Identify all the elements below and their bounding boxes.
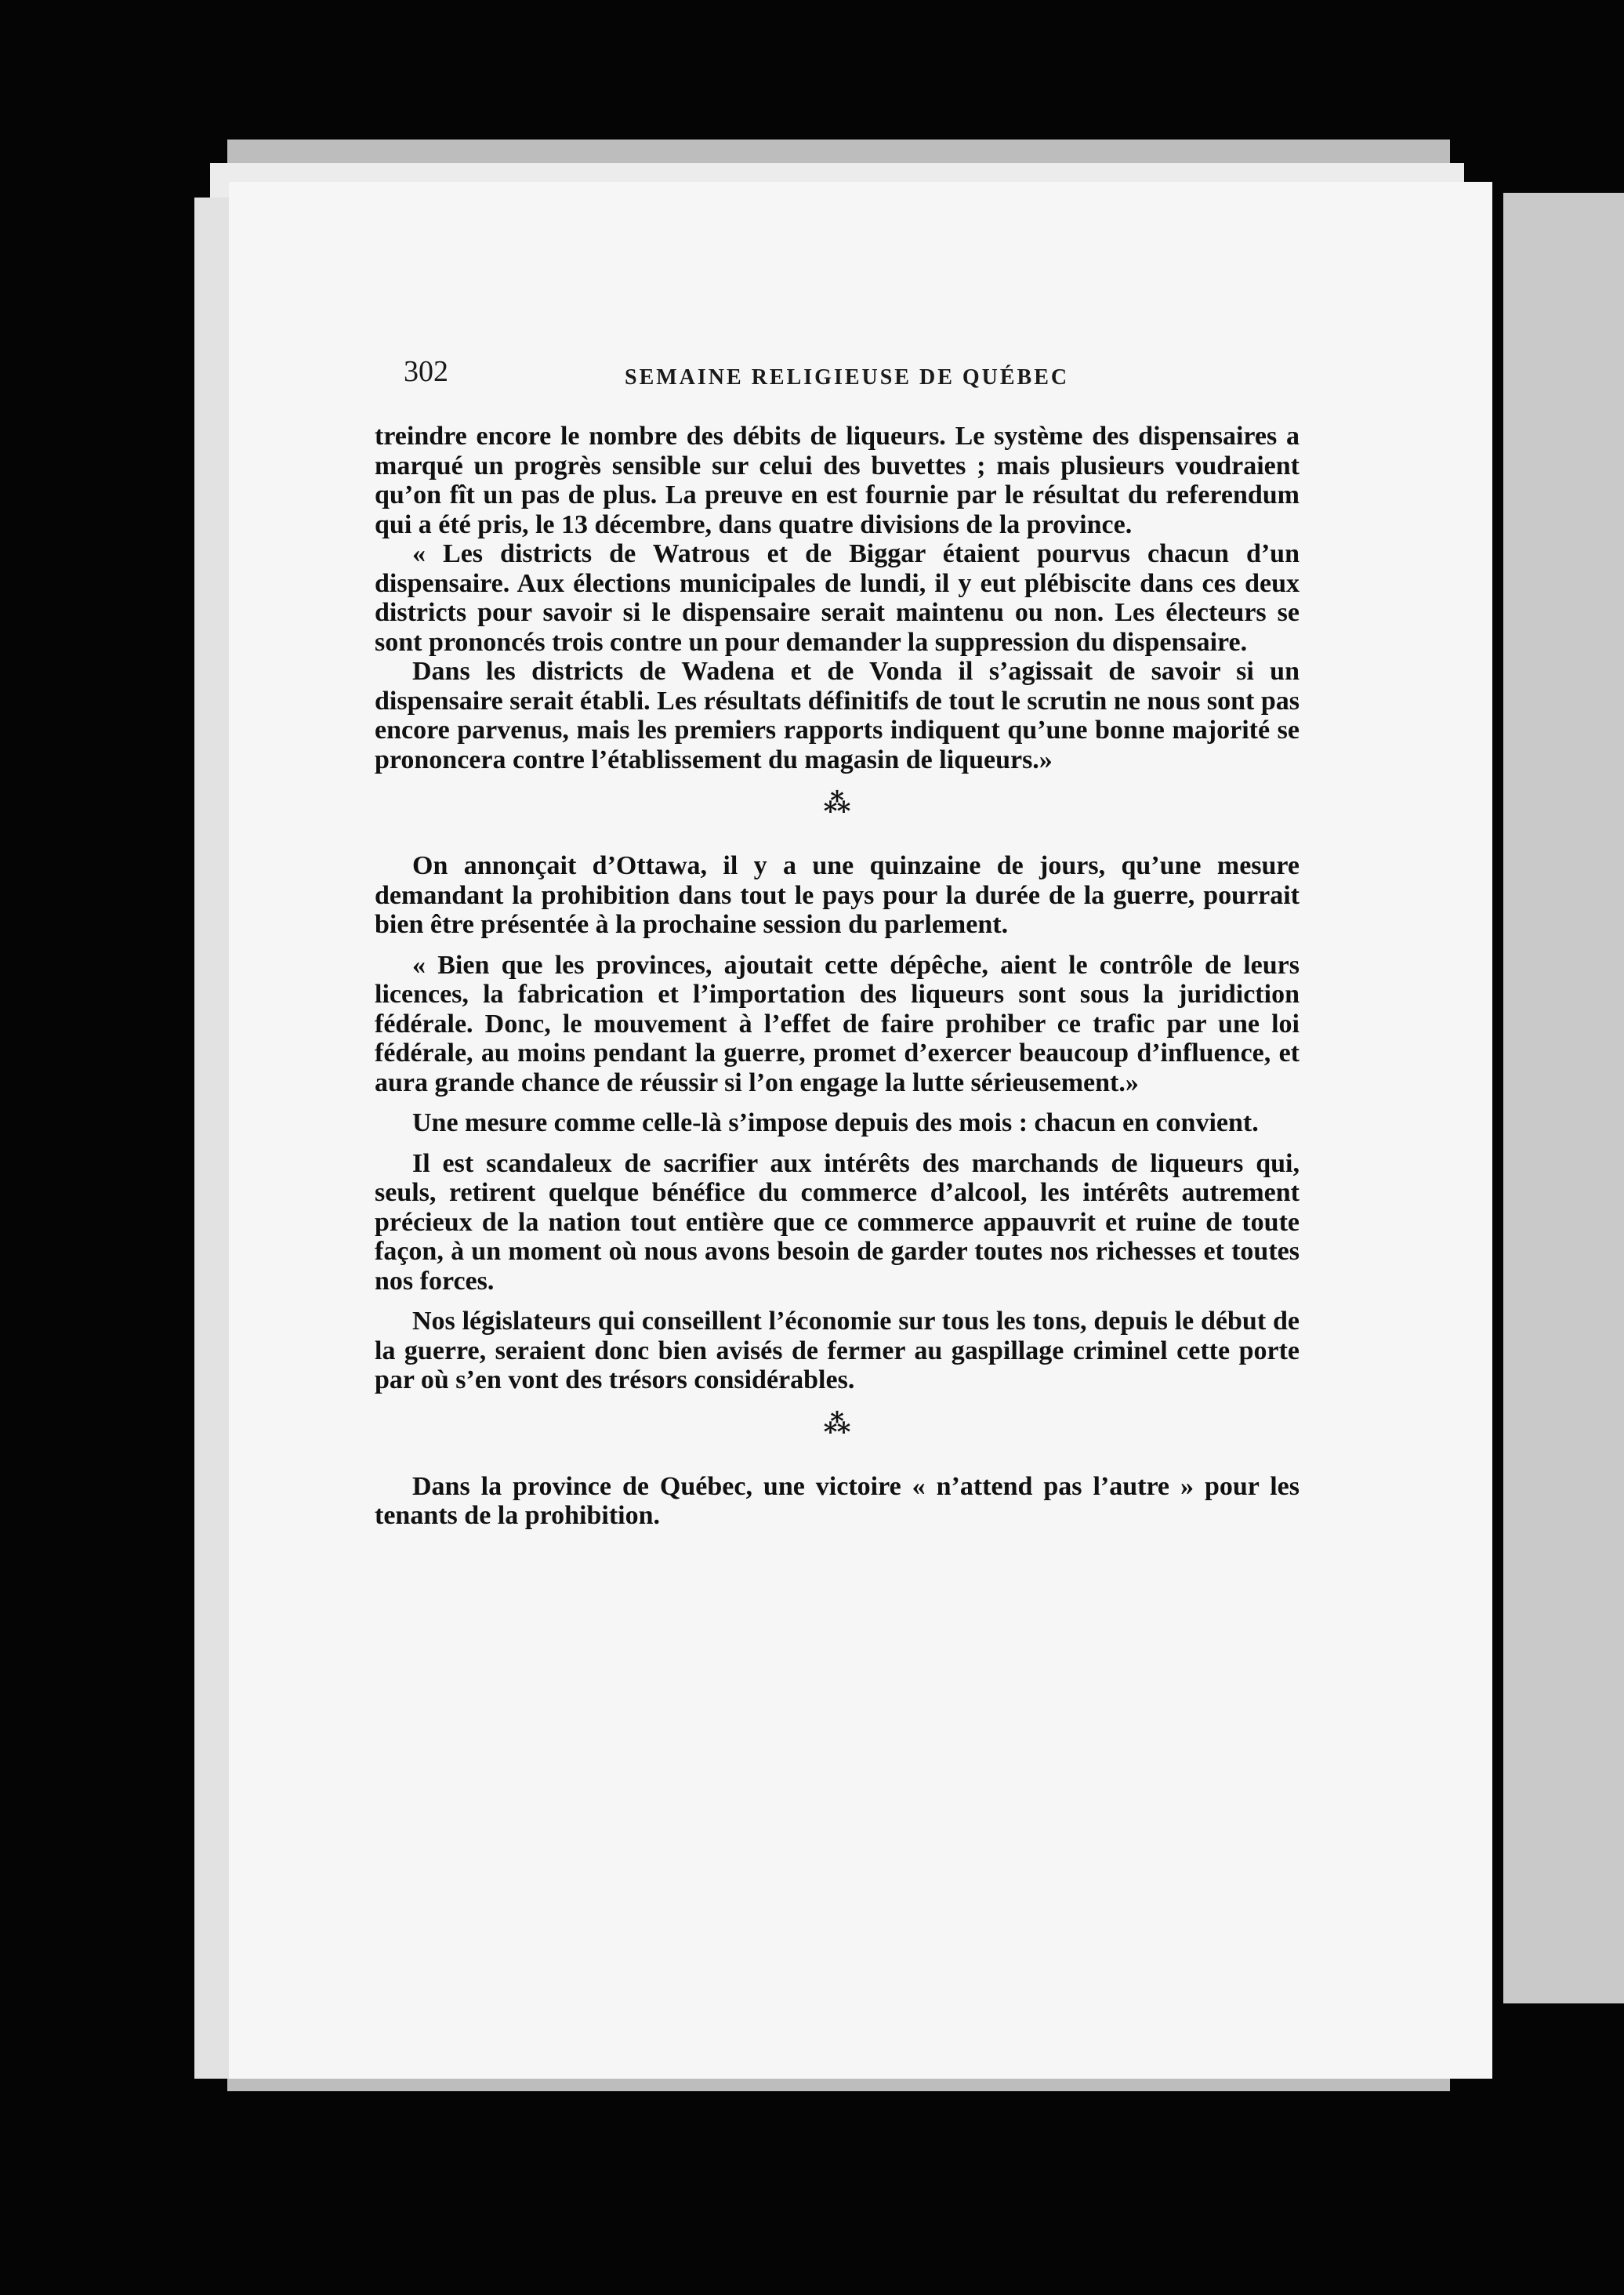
paragraph: treindre encore le nombre des débits de liqueurs. Le système des dispensaires a marqué un progrès sensible sur celui des buvettes ; mais plusieurs voudraient qu’on fît un pas de plus. La preuve en est fournie par le résultat du referendum qui a été pris, le 13 décembre, dans quatre divisions de la province. <box>375 422 1300 539</box>
page-header <box>404 354 1305 401</box>
section-separator <box>375 1401 1300 1463</box>
asterism: ⁂ <box>823 1409 851 1439</box>
body-text <box>375 422 1300 1531</box>
paragraph: « Les districts de Watrous et de Biggar étaient pourvus chacun d’un dispensaire. Aux élections municipales de lundi, il y eut plébiscite dans ces deux districts pour savoir si le dispensaire serait maintenu ou non. Les électeurs se sont prononcés trois contre un pour demander la suppression du dispensaire. <box>375 539 1300 657</box>
paragraph: Nos législateurs qui conseillent l’économie sur tous les tons, depuis le début de la guerre, seraient donc bien avisés de fermer au gaspillage criminel cette porte par où s’en vont des trésors considérables. <box>375 1307 1300 1394</box>
adjacent-page-edge <box>1503 193 1624 2003</box>
running-title: SEMAINE RELIGIEUSE DE QUÉBEC <box>625 365 1070 390</box>
paragraph: Une mesure comme celle-là s’impose depuis des mois : chacun en convient. <box>412 1108 1259 1137</box>
asterism: ⁂ <box>823 789 851 818</box>
section-separator <box>375 781 1300 842</box>
paragraph: « Bien que les provinces, ajoutait cette dépêche, aient le contrôle de leurs licences, la fabrication et l’importation des liqueurs sont sous la juridiction fédérale. Donc, le mouvement à l’effet de faire prohiber ce trafic par une loi fédérale, au moins pendant la guerre, promet d’exercer beaucoup d’influence, et aura grande chance de réussir si l’on engage la lutte sérieusement.» <box>375 950 1300 1097</box>
page-number: 302 <box>404 355 448 388</box>
paragraph: Il est scandaleux de sacrifier aux intérêts des marchands de liqueurs qui, seuls, retirent quelque bénéfice du commerce d’alcool, les intérêts autrement précieux de la nation tout entière que ce commerce appauvrit et ruine de toute façon, à un moment où nous avons besoin de garder toutes nos richesses et toutes nos forces. <box>375 1148 1300 1296</box>
paragraph: Dans les districts de Wadena et de Vonda il s’agissait de savoir si un dispensaire serait établi. Les résultats définitifs de tout le scrutin ne nous sont pas encore parvenus, mais les premiers rapports indiquent qu’une bonne majorité se prononcera contre l’établissement du magasin de liqueurs.» <box>375 657 1300 774</box>
paragraph: On annonçait d’Ottawa, il y a une quinzaine de jours, qu’une mesure demandant la prohibition dans tout le pays pour la durée de la guerre, pourrait bien être présentée à la prochaine session du parlement. <box>375 851 1300 939</box>
paragraph: Dans la province de Québec, une victoire « n’attend pas l’autre » pour les tenants de la prohibition. <box>375 1471 1300 1530</box>
